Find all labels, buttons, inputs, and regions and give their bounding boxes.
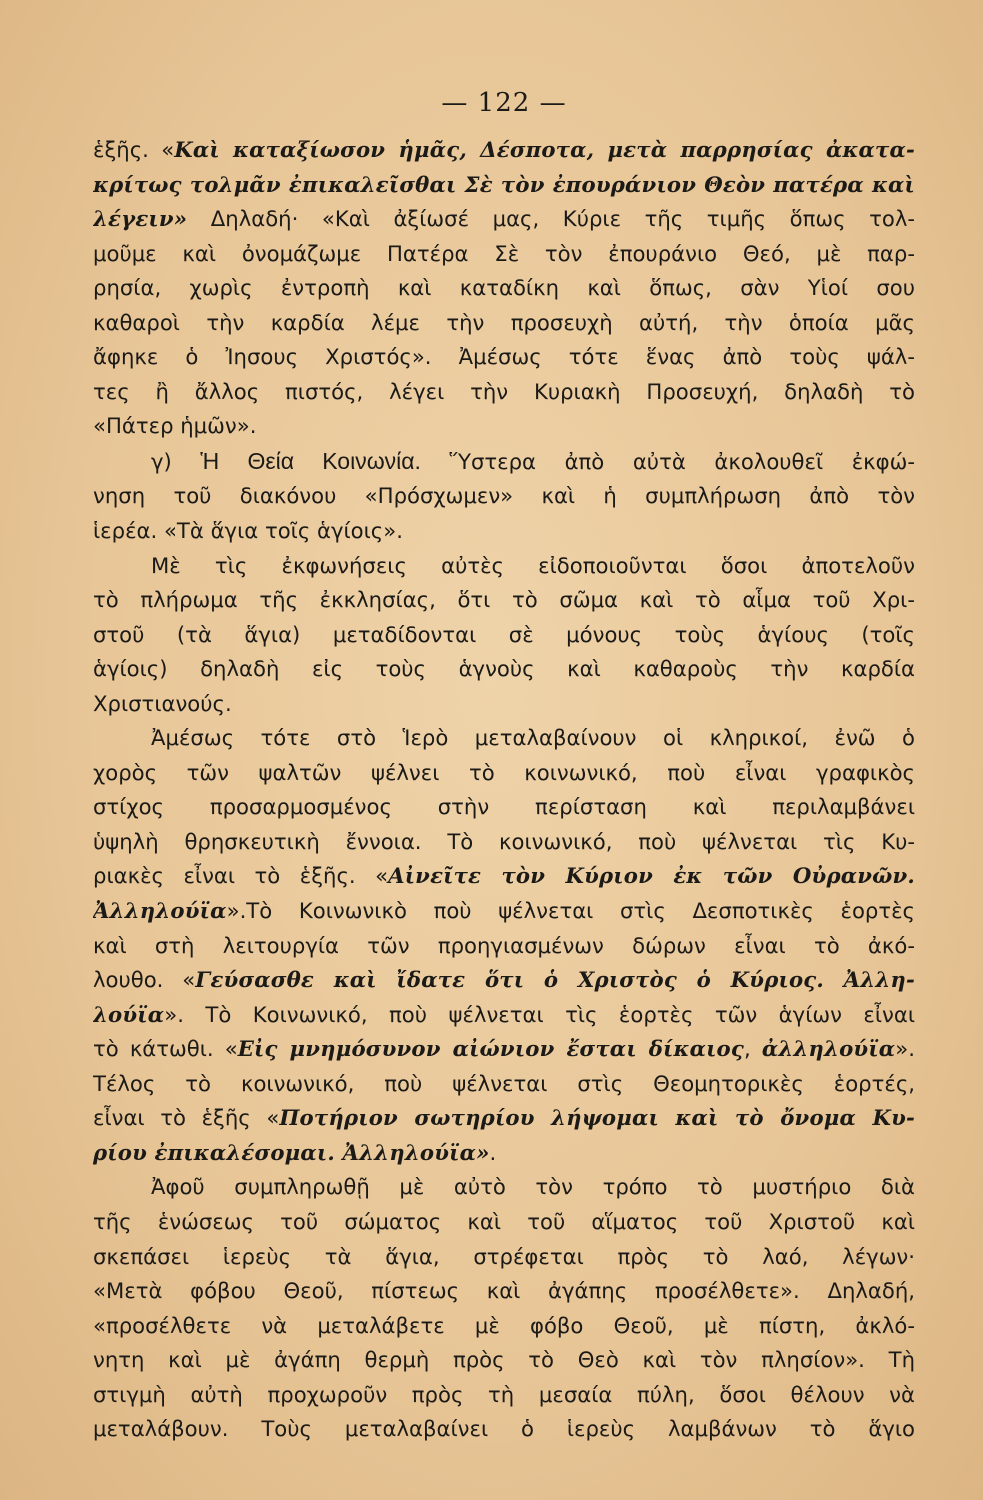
text-line — [93, 1412, 915, 1447]
text-line — [93, 963, 915, 998]
text-segment: Τέλος τὸ κοινωνικό, ποὺ ψέλνεται στὶς Θεομητορικὲς ἑορτές, — [93, 1070, 915, 1096]
text-segment: στοῦ (τὰ ἅγια) μεταδίδονται σὲ μόνους τοὺς ἁγίους (τοῖς — [93, 621, 915, 647]
text-segment: χορὸς τῶν ψαλτῶν ψέλνει τὸ κοινωνικό, ποὺ εἶναι γραφικὸς — [93, 759, 915, 785]
text-line — [93, 721, 915, 756]
text-segment: σκεπάσει ἱερεὺς τὰ ἅγια, στρέφεται πρὸς τὸ λαό, λέγων· — [93, 1243, 915, 1269]
text-line — [93, 929, 915, 964]
text-segment: Δηλαδή· «Καὶ ἀξίωσέ μας, Κύριε τῆς τιμῆς ὅπως τολ- — [187, 206, 915, 232]
text-segment: ὑψηλὴ θρησκευτικὴ ἔννοια. Τὸ κοινωνικό, ποὺ ψέλνεται τὶς Κυ- — [93, 828, 915, 854]
text-line — [93, 202, 915, 237]
text-line — [93, 444, 915, 480]
text-segment: τὸ πλήρωμα τῆς ἐκκλησίας, ὅτι τὸ σῶμα καὶ τὸ αἷμα τοῦ Χρι- — [93, 587, 915, 613]
text-segment: Ὕστερα ἀπὸ αὐτὰ ἀκολουθεῖ ἐκφώ- — [420, 448, 915, 474]
text-segment: καὶ στὴ λειτουργία τῶν προηγιασμένων δώρων εἶναι τὸ ἀκό- — [93, 932, 915, 958]
text-line — [93, 168, 915, 203]
text-segment: ἑξῆς. « — [93, 137, 175, 162]
text-segment: τες ἢ ἄλλος πιστός, λέγει τὴν Κυριακὴ Προσευχή, δηλαδὴ τὸ — [93, 378, 915, 404]
text-segment: ριακὲς εἶναι τὸ ἑξῆς. « — [93, 863, 389, 889]
text-line — [93, 1032, 915, 1067]
text-line — [93, 1170, 915, 1205]
liturgical-quote: Γεύσασθε καὶ ἴδατε ὅτι ὁ Χριστὸς ὁ Κύριος. Ἀλλη- — [195, 967, 915, 993]
text-segment: Μὲ τὶς ἐκφωνήσεις αὐτὲς εἰδοποιοῦνται ὅσοι ἀποτελοῦν — [151, 552, 915, 578]
liturgical-quote: Εἰς μνημόσυνον αἰώνιον ἔσται δίκαιος — [237, 1036, 744, 1062]
liturgical-quote: λούϊα — [93, 1001, 165, 1027]
text-line — [93, 790, 915, 825]
liturgical-quote: κρίτως τολμᾶν ἐπικαλεῖσθαι Σὲ τὸν ἐπουράνιον Θεὸν πατέρα καὶ — [93, 171, 915, 197]
text-line — [93, 1274, 915, 1309]
liturgical-quote: ρίου ἐπικαλέσομαι. Ἀλληλούϊα» — [93, 1139, 490, 1165]
text-segment: τῆς ἑνώσεως τοῦ σώματος καὶ τοῦ αἵματος τοῦ Χριστοῦ καὶ — [93, 1208, 915, 1234]
text-segment: ». Τὸ Κοινωνικό, ποὺ ψέλνεται τὶς ἑορτὲς τῶν ἁγίων εἶναι — [164, 1001, 915, 1027]
text-segment: Ἀφοῦ συμπληρωθῇ μὲ αὐτὸ τὸν τρόπο τὸ μυστήριο διὰ — [151, 1174, 915, 1200]
text-segment: ἁγίοις) δηλαδὴ εἰς τοὺς ἁγνοὺς καὶ καθαροὺς τὴν καρδία — [93, 656, 915, 682]
text-segment: «προσέλθετε νὰ μεταλάβετε μὲ φόβο Θεοῦ, μὲ πίστη, ἀκλό- — [93, 1312, 915, 1338]
text-segment: , — [743, 1036, 762, 1062]
text-line — [93, 998, 915, 1033]
text-segment: ἄφηκε ὁ Ἰησους Χριστός». Ἀμέσως τότε ἕνας ἀπὸ τοὺς ψάλ- — [93, 344, 915, 370]
text-line — [93, 549, 915, 584]
text-segment: «Πάτερ ἡμῶν». — [93, 413, 257, 439]
text-segment: γ) — [151, 448, 201, 474]
text-line — [93, 1101, 915, 1136]
text-segment: Χριστιανούς. — [93, 690, 232, 716]
text-segment: μοῦμε καὶ ὀνομάζωμε Πατέρα Σὲ τὸν ἐπουράνιο Θεό, μὲ παρ- — [93, 240, 915, 266]
text-line — [93, 583, 915, 618]
text-line — [93, 1067, 915, 1102]
text-line — [93, 1136, 915, 1171]
liturgical-quote: Αἰνεῖτε τὸν Κύριον ἐκ τῶν Οὐρανῶν. — [388, 863, 915, 889]
section-heading: Ἡ Θεία Κοινωνία. — [200, 447, 421, 474]
text-line — [93, 306, 915, 341]
text-line — [93, 1378, 915, 1413]
text-line — [93, 479, 915, 514]
text-segment: καθαροὶ τὴν καρδία λέμε τὴν προσευχὴ αὐτή, τὴν ὁποία μᾶς — [93, 309, 915, 335]
text-segment: στιγμὴ αὐτὴ προχωροῦν πρὸς τὴ μεσαία πύλη, ὅσοι θέλουν νὰ — [93, 1381, 915, 1407]
text-segment: τὸ κάτωθι. « — [93, 1036, 238, 1062]
body-text — [93, 133, 915, 1447]
book-page — [93, 85, 915, 1485]
text-line — [93, 1240, 915, 1275]
text-line — [93, 1343, 915, 1378]
text-segment: νητη καὶ μὲ ἀγάπη θερμὴ πρὸς τὸ Θεὸ καὶ τὸν πλησίον». Τὴ — [93, 1347, 915, 1373]
text-line — [93, 894, 915, 929]
text-segment: ». — [895, 1036, 915, 1062]
text-line — [93, 409, 915, 444]
text-line — [93, 375, 915, 410]
liturgical-quote: Ἀλληλούϊα — [93, 898, 227, 924]
text-line — [93, 237, 915, 272]
text-segment: στίχος προσαρμοσμένος στὴν περίσταση καὶ περιλαμβάνει — [93, 794, 915, 820]
text-line — [93, 514, 915, 549]
text-line — [93, 859, 915, 894]
page-number: — 122 — — [441, 88, 567, 118]
liturgical-quote: ἀλληλούϊα — [761, 1036, 896, 1062]
text-segment: ἱερέα. «Τὰ ἅγια τοῖς ἁγίοις». — [93, 518, 403, 544]
text-line — [93, 618, 915, 653]
text-segment: εἶναι τὸ ἑξῆς « — [93, 1105, 280, 1131]
text-line — [93, 133, 915, 168]
text-line — [93, 1309, 915, 1344]
liturgical-quote: Ποτήριον σωτηρίου λήψομαι καὶ τὸ ὄνομα Κυ- — [279, 1105, 915, 1131]
liturgical-quote: λέγειν» — [93, 206, 188, 232]
text-segment: νηση τοῦ διακόνου «Πρόσχωμεν» καὶ ἡ συμπλήρωση ἀπὸ τὸν — [93, 483, 915, 509]
text-line — [93, 687, 915, 722]
text-segment: . — [489, 1139, 497, 1165]
text-segment: ρησία, χωρὶς ἐντροπὴ καὶ καταδίκη καὶ ὅπως, σὰν Υἱοί σου — [93, 275, 915, 301]
text-segment: «Μετὰ φόβου Θεοῦ, πίστεως καὶ ἀγάπης προσέλθετε». Δηλαδή, — [93, 1278, 915, 1304]
text-segment: ».Τὸ Κοινωνικὸ ποὺ ψέλνεται στὶς Δεσποτικὲς ἑορτὲς — [226, 898, 915, 924]
text-segment: μεταλάβουν. Τοὺς μεταλαβαίνει ὁ ἱερεὺς λαμβάνων τὸ ἅγιο — [93, 1416, 915, 1442]
text-line — [93, 825, 915, 860]
text-line — [93, 652, 915, 687]
text-line — [93, 1205, 915, 1240]
text-segment: λουθο. « — [93, 967, 196, 993]
liturgical-quote: Καὶ καταξίωσον ἡμᾶς, Δέσποτα, μετὰ παρρησίας ἀκατα- — [174, 137, 915, 162]
text-segment: Ἀμέσως τότε στὸ Ἱερὸ μεταλαβαίνουν οἱ κληρικοί, ἐνῶ ὁ — [151, 725, 915, 751]
text-line — [93, 756, 915, 791]
text-line — [93, 271, 915, 306]
text-line — [93, 340, 915, 375]
